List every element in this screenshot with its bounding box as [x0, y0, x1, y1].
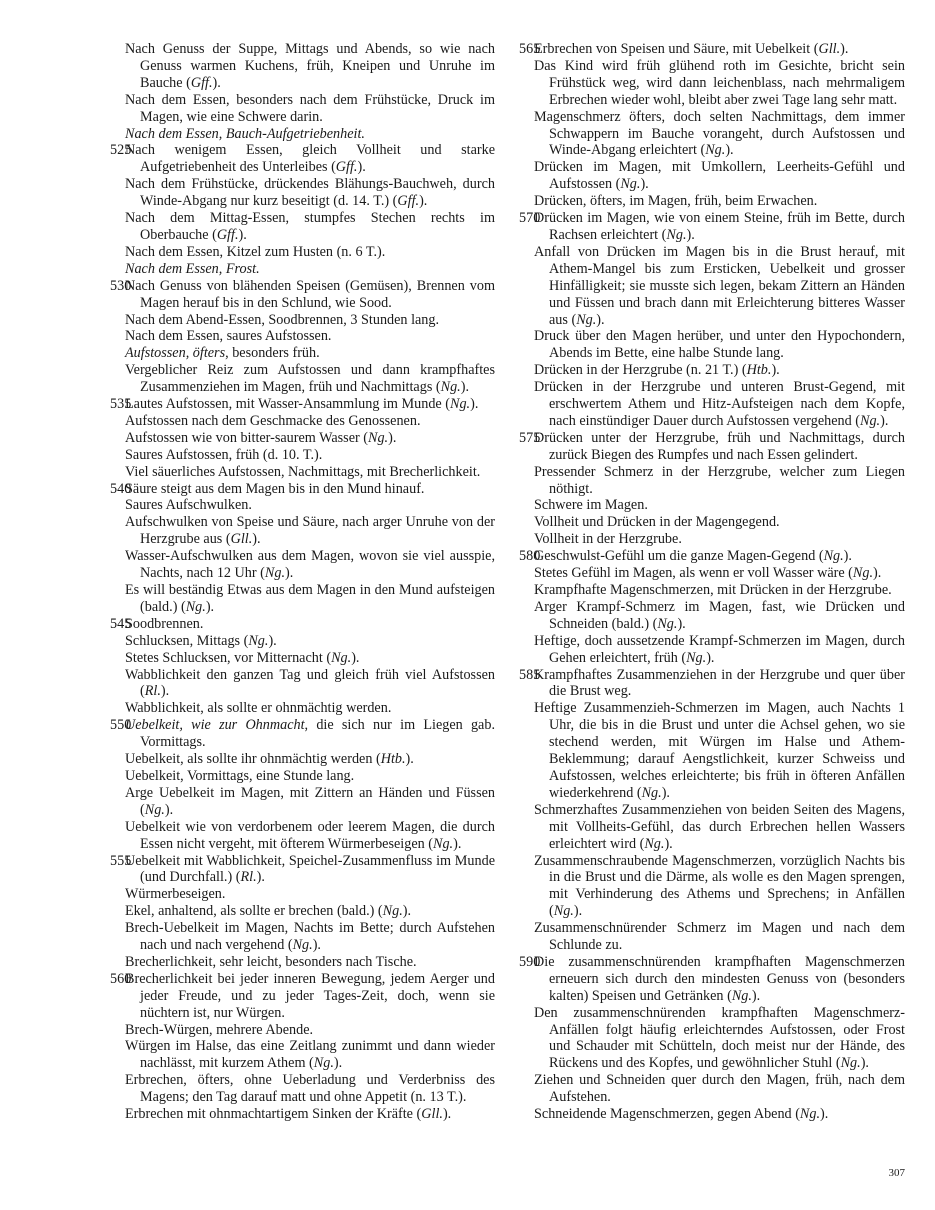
entry-text: Wabblichkeit, als sollte er ohnmächtig werden. [125, 700, 392, 717]
entry-text: Ziehen und Schneiden quer durch den Magen, früh, nach dem Aufstehen. [534, 1072, 905, 1106]
entry-text: Drücken unter der Herzgrube, früh und Nachmittags, durch zurück Biegen des Rumpfes und nach Essen gelindert. [534, 429, 905, 463]
entry-text: Uebelkeit, Vormittags, eine Stunde lang. [125, 767, 355, 784]
symptom-entry [519, 667, 905, 701]
entry-text-italic: Ng. [657, 615, 678, 632]
symptom-entry [110, 1106, 495, 1123]
symptom-entry [519, 853, 905, 921]
symptom-entry [110, 886, 495, 903]
entry-text: Zusammenschraubende Magenschmerzen, vorzüglich Nachts bis in die Brust und die Därme, als wolle es den Magen sprengen, mit Verhinderung des Athems und Sprechens; in Anfällen ( [534, 852, 905, 920]
entry-text: Vergeblicher Reiz zum Aufstossen und dann krampfhaftes Zusammenziehen im Magen, früh und Nachmittags ( [125, 362, 495, 396]
entry-text: ). [252, 531, 261, 548]
entry-text: ). [677, 615, 686, 632]
entry-text: ). [268, 632, 277, 649]
entry-text: ). [442, 1106, 452, 1123]
entry-number: 525 [110, 142, 132, 159]
entry-text: ). [333, 1055, 343, 1072]
entry-text: Die zusammenschnürenden krampfhaften Magenschmerzen erneuern sich durch den mindesten Genuss von (besonders kalten) Speisen und Getränken ( [534, 953, 905, 1004]
symptom-entry [110, 650, 495, 667]
entry-text: ). [285, 565, 294, 582]
entry-text: Schneidende Magenschmerzen, gegen Abend ( [534, 1106, 800, 1123]
entry-text: ). [160, 683, 170, 700]
entry-text: Schmerzhaftes Zusammenziehen von beiden Seiten des Magens, mit Vollheits-Gefühl, das durch Erbrechen hellen Wassers erleichtert wird ( [534, 801, 905, 852]
entry-text: Erbrechen mit ohnmachtartigem Sinken der Kräfte ( [125, 1106, 422, 1123]
entry-text: Nach dem Essen, besonders nach dem Frühstücke, Druck im Magen, wie eine Schwere darin. [125, 91, 495, 125]
entry-text: ). [751, 987, 761, 1004]
entry-text-italic: Gff. [190, 74, 213, 91]
entry-text: Soodbrennen. [125, 615, 204, 632]
entry-text: ). [820, 1106, 829, 1123]
entry-text-italic: Ng. [449, 396, 471, 413]
entry-text: ). [419, 193, 428, 210]
entry-text: ). [664, 835, 673, 852]
entry-text-italic: Ng. [686, 649, 707, 666]
entry-text: ). [873, 565, 882, 582]
symptom-entry [110, 768, 495, 785]
entry-text: Drücken in der Herzgrube und unteren Brust-Gegend, mit erschwertem Athem und Hitz-Aufsteigen nach dem Kopfe, nach einstündiger Dauer durch Aufstossen vergehend ( [534, 379, 905, 429]
symptom-entry [110, 1022, 495, 1039]
entry-number: 570 [519, 210, 541, 227]
page-number: 307 [888, 1167, 905, 1179]
symptom-entry [110, 312, 495, 329]
symptom-entry [519, 1072, 905, 1106]
entry-text: ). [725, 142, 734, 159]
symptom-entry [110, 278, 495, 312]
symptom-entry [519, 920, 905, 954]
entry-text: ). [840, 41, 849, 57]
entry-text-italic: Ng. [144, 801, 165, 818]
entry-text: ). [573, 903, 583, 920]
entry-text-italic: Ng. [823, 548, 844, 565]
entry-text: Arger Krampf-Schmerz im Magen, fast, wie Drücken und Schneiden (bald.) ( [534, 598, 905, 632]
symptom-entry [519, 514, 905, 531]
entry-text: Druck über den Magen herüber, und unter den Hypochondern, Abends im Bette, eine halbe Stunde lang. [534, 328, 905, 362]
entry-text: Arge Uebelkeit im Magen, mit Zittern an Händen und Füssen ( [125, 784, 495, 818]
entry-text-italic: Ng. [331, 649, 352, 666]
entry-text: Drücken in der Herzgrube (n. 21 T.) ( [534, 362, 747, 379]
entry-text: , die sich nur im Liegen gab. Vormittags. [140, 717, 495, 751]
entry-number: 565 [519, 41, 541, 57]
entry-text: Aufschwulken von Speise und Säure, nach arger Unruhe von der Herzgrube aus ( [125, 514, 495, 548]
entry-text: Nach dem Abend-Essen, Soodbrennen, 3 Stunden lang. [125, 311, 440, 328]
symptom-entry [110, 819, 495, 853]
entry-text: ). [357, 159, 366, 176]
entry-text-italic: Ng. [368, 429, 389, 446]
entry-number: 580 [519, 548, 541, 565]
symptom-entry [519, 802, 905, 853]
entry-number: 585 [519, 666, 541, 683]
entry-number: 545 [110, 615, 132, 632]
symptom-entry [110, 261, 495, 278]
symptom-entry [110, 514, 495, 548]
symptom-entry [519, 1005, 905, 1073]
entry-number: 540 [110, 480, 132, 497]
entry-text: Zusammenschnürender Schmerz im Magen und nach dem Schlunde zu. [534, 920, 905, 954]
entry-text: Schlucksen, Mittags ( [125, 632, 249, 649]
entry-text: Es will beständig Etwas aus dem Magen in den Mund aufsteigen (bald.) ( [125, 582, 495, 615]
entry-text: Drücken im Magen, wie von einem Steine, früh im Bette, durch Rachsen erleichtert ( [534, 210, 905, 243]
symptom-entry [519, 700, 905, 801]
symptom-entry [110, 717, 495, 751]
entry-text: Saures Aufschwulken. [125, 497, 252, 514]
symptom-entry [110, 345, 495, 362]
entry-number: 530 [110, 277, 132, 294]
entry-text: ). [453, 835, 462, 852]
entry-text-italic: Gll. [421, 1106, 443, 1123]
entry-text-italic: Aufstossen, öfters [125, 345, 226, 362]
entry-text-italic: Ng. [731, 987, 752, 1004]
entry-text: ). [470, 396, 479, 413]
entry-text: Geschwulst-Gefühl um die ganze Magen-Gegend ( [534, 548, 824, 565]
entry-text: Anfall von Drücken im Magen bis in die Brust herauf, mit Athem-Mangel bis zum Ersticken, Uebelkeit und grosser Hinfälligkeit; sie musste sich legen, bekam Zittern an Händen und Füssen und brach dann mit Erleichterung bitteres Wasser aus ( [534, 243, 905, 328]
symptom-entry [110, 1072, 495, 1106]
symptom-entry [110, 244, 495, 261]
entry-text: Vollheit und Drücken in der Magengegend. [534, 514, 780, 531]
entry-text: ). [351, 649, 360, 666]
entry-text: Uebelkeit, als sollte ihr ohnmächtig werden ( [125, 751, 381, 768]
symptom-entry [110, 142, 495, 176]
symptom-entry [519, 328, 905, 362]
entry-text: Saures Aufstossen, früh (d. 10. T.). [125, 446, 323, 463]
entry-text-italic: Ng. [852, 565, 874, 582]
symptom-entry [519, 58, 905, 109]
symptom-entry [519, 159, 905, 193]
entry-text-italic: Ng. [440, 379, 461, 396]
symptom-entry [519, 599, 905, 633]
entry-text: Nach Genuss der Suppe, Mittags und Abends, so wie nach Genuss warmen Kuchens, früh, Kneipen und Unruhe im Bauche ( [125, 41, 495, 91]
entry-text: Uebelkeit mit Wabblichkeit, Speichel-Zusammenfluss im Munde (und Durchfall.) ( [125, 852, 495, 886]
entry-text: Das Kind wird früh glühend roth im Gesichte, bricht sein Frühstück weg, wird dann leichenblass, nach mehrmaligem Erbrechen wieder wohl, bleibt aber zwei Tage lang sehr matt. [534, 57, 905, 108]
entry-text: ). [238, 226, 247, 243]
entry-text: ). [880, 412, 889, 429]
entry-text: ). [164, 801, 174, 818]
left-column [110, 41, 495, 1123]
entry-number: 555 [110, 852, 132, 869]
symptom-entry [519, 362, 905, 379]
symptom-entry [519, 193, 905, 210]
entry-text: Heftige, doch aussetzende Krampf-Schmerzen im Magen, durch Gehen erleichtert, früh ( [534, 632, 905, 666]
entry-text: Würgen im Halse, das eine Zeitlang zunimmt und dann wieder nachlässt, mit kurzem Athem ( [125, 1038, 495, 1072]
entry-text: Lautes Aufstossen, mit Wasser-Ansammlung im Munde ( [125, 396, 450, 413]
entry-text-italic: Ng. [553, 903, 574, 920]
entry-text: Würmerbeseigen. [125, 886, 226, 903]
entry-text-italic: Ng. [644, 835, 665, 852]
entry-text-italic: Nach dem Essen, Bauch-Aufgetriebenheit. [125, 125, 365, 142]
symptom-entry [110, 176, 495, 210]
symptom-entry [110, 362, 495, 396]
entry-text: Brecherlichkeit, sehr leicht, besonders nach Tische. [125, 953, 417, 970]
entry-text-italic: Ng. [799, 1106, 821, 1123]
symptom-entry [519, 582, 905, 599]
entry-text: ). [256, 869, 265, 886]
entry-text: ). [205, 598, 215, 615]
entry-text-italic: Ng. [666, 226, 687, 243]
entry-text-italic: Ng. [382, 903, 403, 920]
symptom-entry [110, 497, 495, 514]
entry-text: ). [640, 176, 649, 193]
entry-text-italic: Rl. [144, 683, 161, 700]
entry-text-italic: Gff. [397, 193, 420, 210]
symptom-entry [519, 565, 905, 582]
entry-text: Brech-Würgen, mehrere Abende. [125, 1021, 314, 1038]
symptom-entry [110, 413, 495, 430]
entry-text: Nach wenigem Essen, gleich Vollheit und starke Aufgetriebenheit des Unterleibes ( [125, 142, 495, 176]
entry-text: Nach Genuss von blähenden Speisen (Gemüsen), Brennen vom Magen herauf bis in den Schlund, wie Sood. [125, 277, 495, 311]
entry-text: Aufstossen wie von bitter-saurem Wasser ( [125, 429, 368, 446]
symptom-entry [519, 109, 905, 160]
entry-text: Säure steigt aus dem Magen bis in den Mund hinauf. [125, 480, 425, 497]
entry-text-italic: Nach dem Essen, Frost. [125, 260, 260, 277]
entry-text: ). [706, 649, 715, 666]
entry-text: Drücken im Magen, mit Umkollern, Leerheits-Gefühl und Aufstossen ( [534, 159, 905, 193]
entry-text: ). [405, 751, 414, 768]
symptom-entry [519, 531, 905, 548]
symptom-entry [110, 751, 495, 768]
symptom-entry [110, 430, 495, 447]
entry-text: Wasser-Aufschwulken aus dem Magen, wovon sie viel ausspie, Nachts, nach 12 Uhr ( [125, 548, 495, 582]
entry-text-italic: Ng. [292, 937, 313, 954]
entry-text-italic: Ng. [620, 176, 641, 193]
symptom-entry [110, 633, 495, 650]
entry-text: Krampfhafte Magenschmerzen, mit Drücken in der Herzgrube. [534, 582, 892, 598]
entry-text-italic: Ng. [840, 1055, 861, 1072]
entry-text: Heftige Zusammenzieh-Schmerzen im Magen, auch Nachts 1 Uhr, die bis in die Brust und unter die Achsel gehen, wo sie stechend werden, mit Würgen im Halse und Athem-Beklemmung; darauf Aengstlichkeit, kurzer Schweiss und Aufstossen, welches erleichterte; bis früh in öfteren Anfällen wiederkehrend ( [534, 700, 905, 801]
symptom-entry [110, 903, 495, 920]
entry-text: Aufstossen nach dem Geschmacke des Genossenen. [125, 412, 421, 429]
entry-number: 560 [110, 970, 132, 987]
entry-text-italic: Gll. [818, 41, 841, 57]
symptom-entry [110, 210, 495, 244]
entry-text: Magenschmerz öfters, doch selten Nachmittags, dem immer Schwappern im Bauche vorangeht, durch Aufstossen und Winde-Abgang erleichtert ( [534, 108, 905, 159]
entry-number: 535 [110, 396, 132, 413]
symptom-entry [519, 954, 905, 1005]
entry-text: ). [312, 937, 321, 954]
entry-number: 590 [519, 953, 541, 970]
entry-text: ). [860, 1055, 869, 1072]
entry-text-italic: Gff. [335, 159, 358, 176]
entry-text: Erbrechen von Speisen und Säure, mit Uebelkeit ( [534, 41, 819, 57]
symptom-entry [110, 853, 495, 887]
symptom-entry [519, 548, 905, 565]
entry-text: Nach dem Essen, Kitzel zum Husten (n. 6 T.). [125, 243, 386, 260]
entry-text-italic: Ng. [432, 835, 454, 852]
entry-text: Uebelkeit wie von verdorbenem oder leerem Magen, die durch Essen nicht vergeht, mit öfterem Würmerbeseigen ( [125, 818, 495, 852]
entry-text: Krampfhaftes Zusammenziehen in der Herzgrube und quer über die Brust weg. [534, 666, 905, 700]
entry-text: Stetes Schlucksen, vor Mitternacht ( [125, 649, 332, 666]
entry-text: Stetes Gefühl im Magen, als wenn er voll Wasser wäre ( [534, 565, 853, 582]
entry-text-italic: Ng. [248, 632, 269, 649]
entry-text: , besonders früh. [225, 345, 320, 362]
entry-text: Erbrechen, öfters, ohne Ueberladung und Verderbniss des Magens; den Tag darauf matt und ohne Appetit (n. 13 T.). [125, 1072, 495, 1106]
entry-text-italic: Ng. [576, 311, 597, 328]
entry-text: Viel säuerliches Aufstossen, Nachmittags, mit Brecherlichkeit. [125, 463, 481, 480]
entry-number: 550 [110, 717, 132, 734]
entry-text-italic: Gll. [230, 531, 253, 548]
symptom-entry [110, 920, 495, 954]
entry-text-italic: Htb. [380, 751, 406, 768]
entry-text: ). [596, 311, 605, 328]
symptom-entry [110, 396, 495, 413]
entry-text: Drücken, öfters, im Magen, früh, beim Erwachen. [534, 193, 818, 210]
symptom-entry [110, 616, 495, 633]
entry-text: Vollheit in der Herzgrube. [534, 531, 682, 548]
symptom-entry [110, 1038, 495, 1072]
entry-text: ). [460, 379, 470, 396]
symptom-entry [519, 633, 905, 667]
entry-text: Brecherlichkeit bei jeder inneren Bewegung, jedem Aerger und jeder Freude, und zu jeder Tages-Zeit, doch, wenn sie nüchtern ist, nur Würgen. [125, 970, 495, 1021]
entry-text: Brech-Uebelkeit im Magen, Nachts im Bette; durch Aufstehen nach und nach vergehend ( [125, 920, 495, 954]
symptom-entry [110, 954, 495, 971]
symptom-entry [110, 700, 495, 717]
entry-text-italic: Ng. [641, 784, 662, 801]
entry-text: Ekel, anhaltend, als sollte er brechen (bald.) ( [125, 903, 383, 920]
entry-text-italic: Ng. [185, 598, 206, 615]
entry-text: Schwere im Magen. [534, 497, 648, 514]
symptom-entry [519, 497, 905, 514]
entry-text-italic: Ng. [264, 565, 285, 582]
entry-text-italic: Ng. [705, 142, 726, 159]
symptom-entry [110, 582, 495, 616]
entry-text: ). [402, 903, 412, 920]
entry-text: ). [661, 784, 670, 801]
entry-text: Pressender Schmerz in der Herzgrube, welcher zum Liegen nöthigt. [534, 463, 905, 497]
entry-text: ). [686, 226, 695, 243]
symptom-entry [110, 126, 495, 143]
entry-number: 575 [519, 429, 541, 446]
entry-text: ). [388, 429, 397, 446]
symptom-entry [110, 41, 495, 92]
symptom-entry [110, 667, 495, 701]
symptom-entry [519, 244, 905, 329]
symptom-entry [110, 785, 495, 819]
entry-text-italic: Ng. [313, 1055, 334, 1072]
symptom-entry [110, 447, 495, 464]
entry-text: ). [771, 362, 780, 379]
symptom-entry [110, 548, 495, 582]
entry-text: ). [843, 548, 852, 565]
entry-text: ). [212, 74, 221, 91]
right-column [519, 41, 905, 1123]
symptom-entry [110, 92, 495, 126]
entry-text-italic: Htb. [746, 362, 772, 379]
symptom-entry [519, 41, 905, 58]
entry-text-italic: Ng. [859, 412, 881, 429]
symptom-entry [519, 379, 905, 430]
symptom-entry [519, 430, 905, 464]
entry-text-italic: Rl. [240, 869, 257, 886]
symptom-entry [110, 481, 495, 498]
entry-text: Nach dem Frühstücke, drückendes Blähungs-Bauchweh, durch Winde-Abgang nur kurz beseitigt (d. 14. T.) ( [125, 176, 495, 210]
symptom-entry [110, 328, 495, 345]
symptom-entry [519, 1106, 905, 1123]
symptom-entry [110, 464, 495, 481]
entry-text-italic: Uebelkeit, wie zur Ohnmacht [125, 717, 305, 734]
entry-text: Nach dem Essen, saures Aufstossen. [125, 328, 332, 345]
entry-text-italic: Gff. [216, 226, 239, 243]
symptom-entry [519, 210, 905, 244]
symptom-entry [519, 464, 905, 498]
entry-text: Den zusammenschnürenden krampfhaften Magenschmerz-Anfällen folgt häufig erleichterndes Aufstossen, oder Frost und Schauder mit Schütteln, doch meist nur der Hände, des Rückens und des Kopfes, und gewöhnlicher Stuhl ( [534, 1004, 905, 1072]
symptom-entry [110, 971, 495, 1022]
entry-text: Nach dem Mittag-Essen, stumpfes Stechen rechts im Oberbauche ( [125, 210, 495, 243]
entry-text: Wabblichkeit den ganzen Tag und gleich früh viel Aufstossen ( [125, 666, 495, 700]
